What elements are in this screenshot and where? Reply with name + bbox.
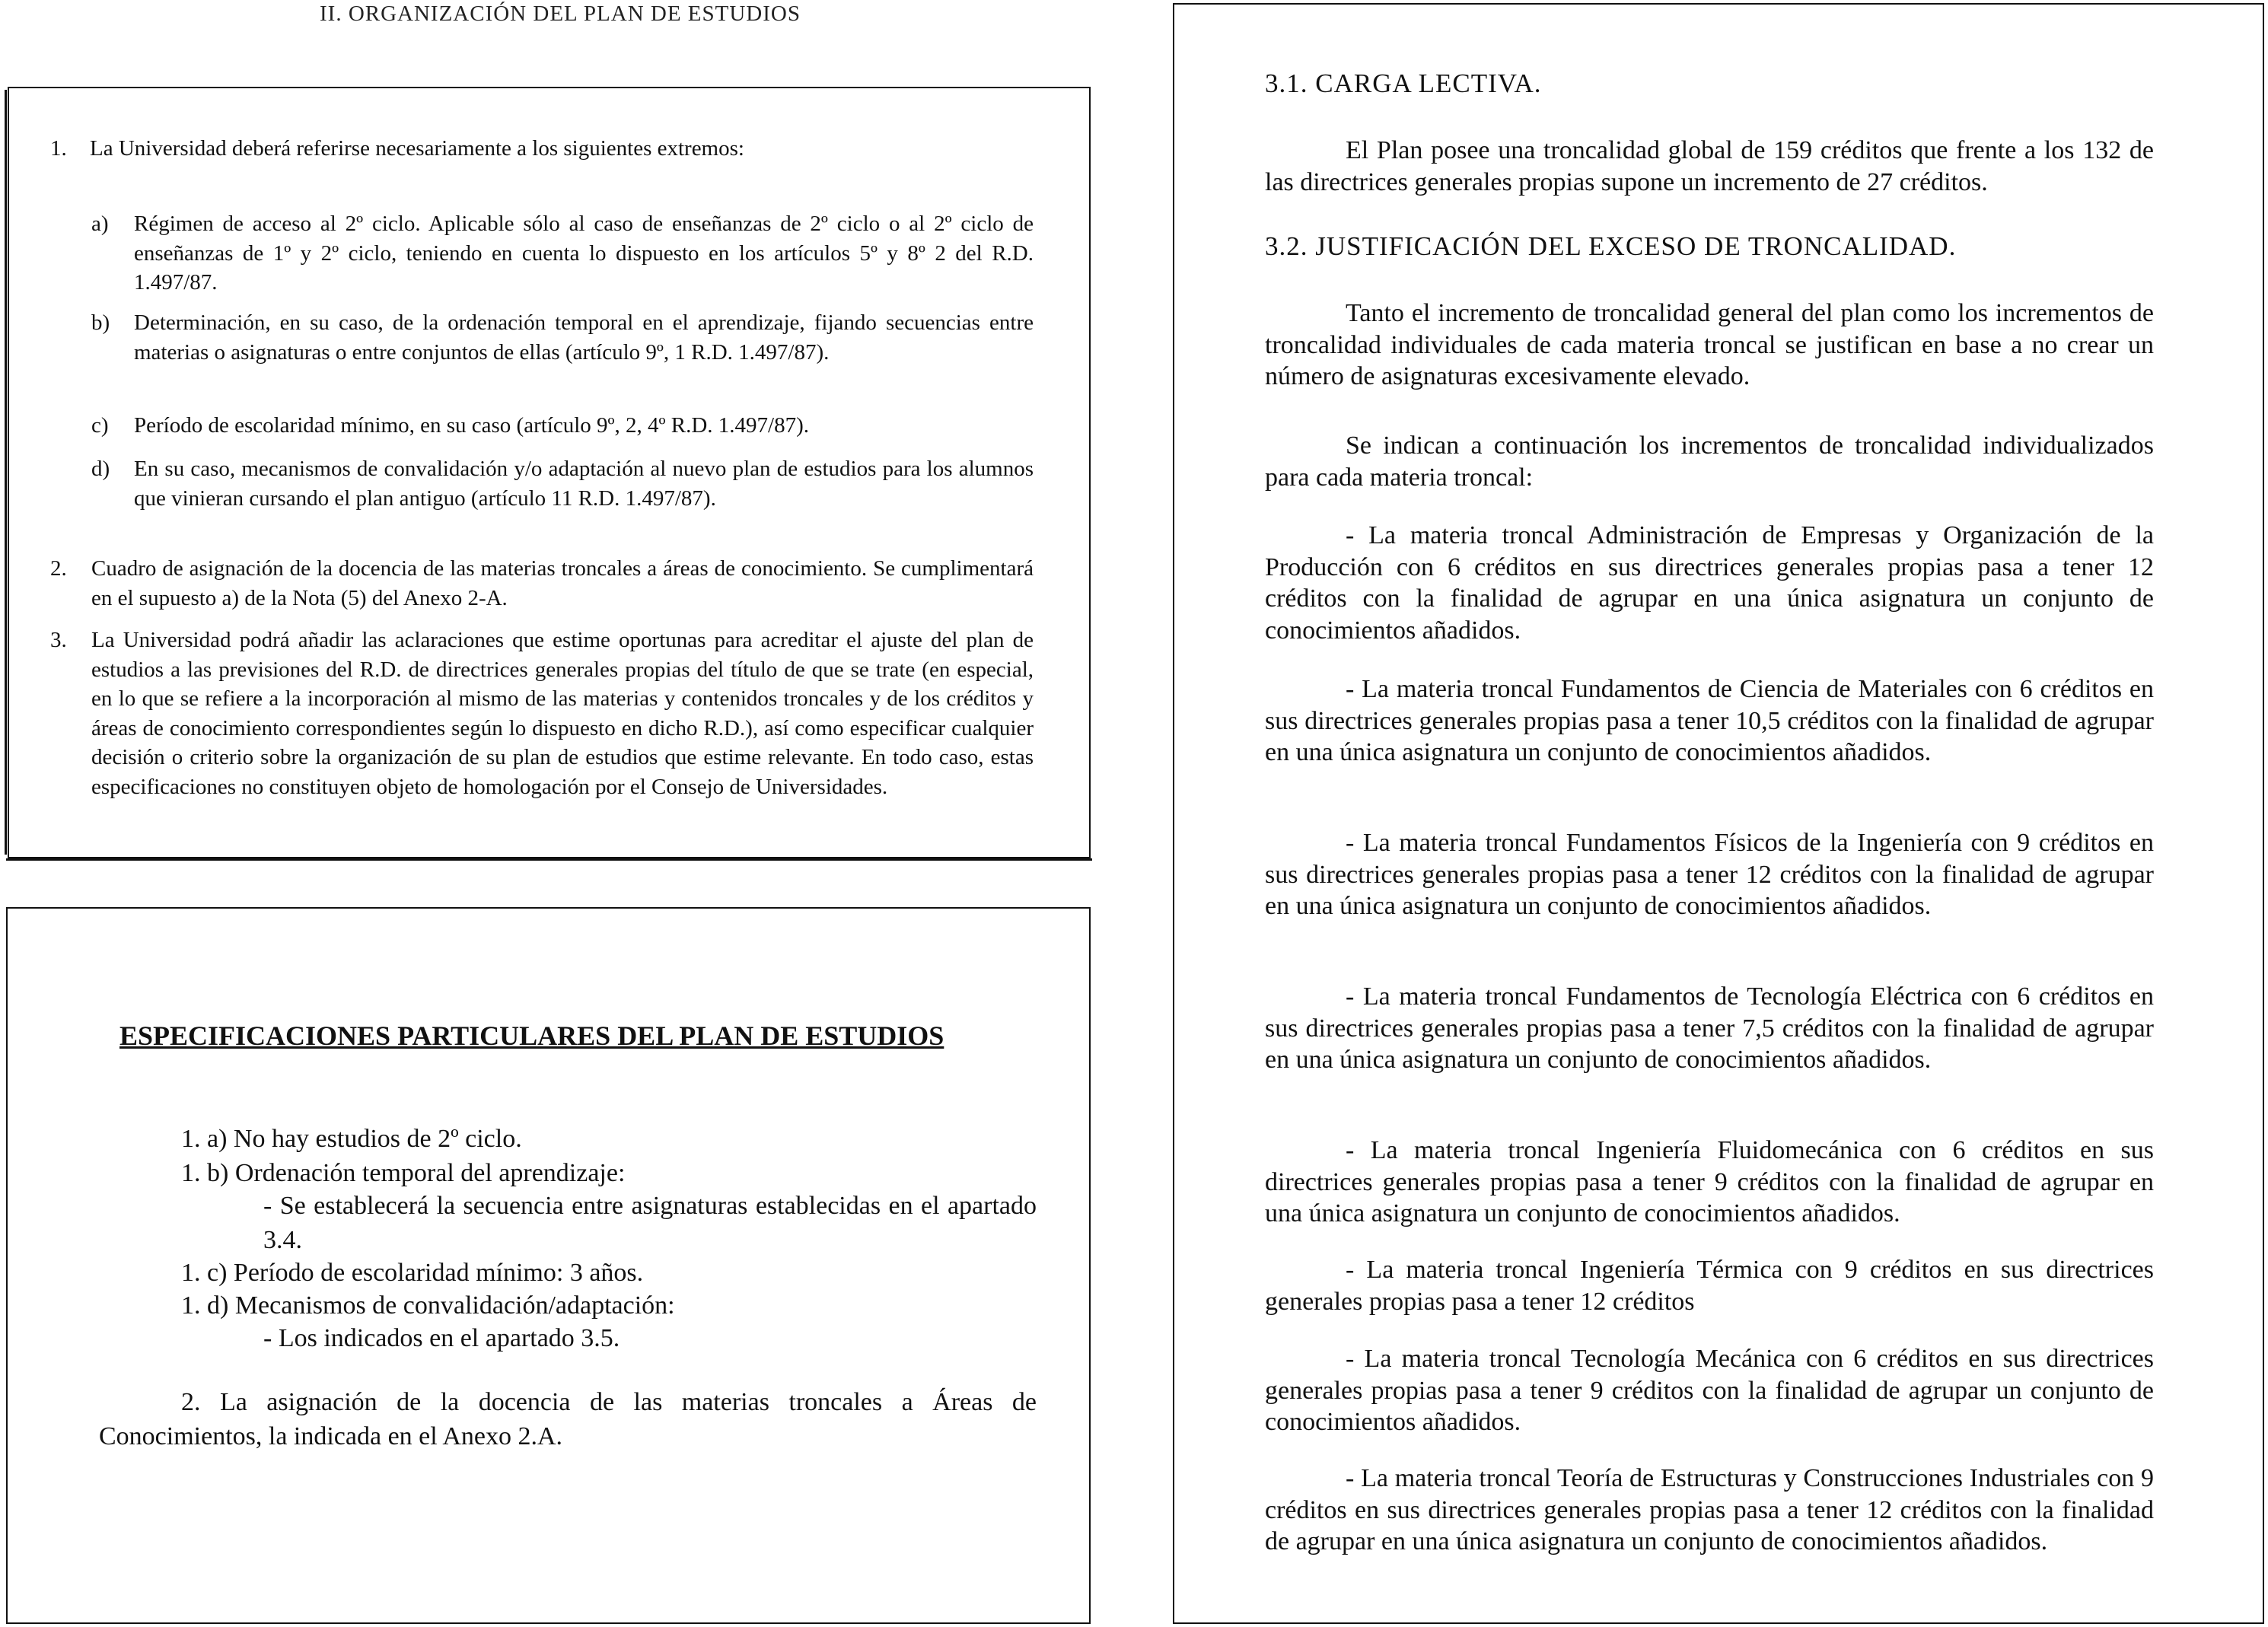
subitem-letter: d)	[91, 457, 110, 481]
spec-line-1d: 1. d) Mecanismos de convalidación/adaptación:	[181, 1291, 675, 1320]
instruction-item-1: La Universidad deberá referirse necesariamente a los siguientes extremos:	[90, 136, 744, 161]
subitem-b: Determinación, en su caso, de la ordenación temporal en el aprendizaje, fijando secuencias entre materias o asignaturas o entre conjuntos de ellas (artículo 9º, 1 R.D. 1.497/87).	[134, 310, 1034, 365]
item-number: 1.	[50, 136, 67, 161]
subitem-d: En su caso, mecanismos de convalidación y/o adaptación al nuevo plan de estudios para los alumnos que vinieran cursando el plan antiguo (artículo 11 R.D. 1.497/87).	[134, 457, 1034, 511]
subitem-letter: c)	[91, 413, 109, 438]
subitem-c: Período de escolaridad mínimo, en su caso (artículo 9º, 2, 4º R.D. 1.497/87).	[134, 413, 810, 438]
item-number: 2.	[50, 556, 67, 581]
spec-paragraph-2: 2. La asignación de la docencia de las materias troncales a Áreas de Conocimientos, la indicada en el Anexo 2.A.	[99, 1388, 1037, 1450]
carga-paragraph: El Plan posee una troncalidad global de 159 créditos que frente a los 132 de las directrices generales propias supone un incremento de 27 créditos.	[1265, 136, 2154, 196]
incrementos-intro-paragraph: Se indican a continuación los incrementos de troncalidad individualizados para cada materia troncal:	[1265, 431, 2154, 492]
justificacion-paragraph: Tanto el incremento de troncalidad general del plan como los incrementos de troncalidad individuales de cada materia troncal se justifican en base a no crear un número de asignaturas excesivamente elevado.	[1265, 299, 2154, 390]
materia-troncal-paragraph: - La materia troncal Ingeniería Térmica con 9 créditos en sus directrices generales propias pasa a tener 12 créditos	[1265, 1256, 2154, 1316]
especificaciones-heading: ESPECIFICACIONES PARTICULARES DEL PLAN DE ESTUDIOS	[119, 1020, 944, 1051]
materia-troncal-paragraph: - La materia troncal Ingeniería Fluidomecánica con 6 créditos en sus directrices generales propias pasa a tener 9 créditos con la finalidad de agrupar en una única asignatura un conjunto de conocimientos añadidos.	[1265, 1136, 2154, 1227]
subitem-a: Régimen de acceso al 2º ciclo. Aplicable sólo al caso de enseñanzas de 2º ciclo o al 2º ciclo de enseñanzas de 1º y 2º ciclo, teniendo en cuenta lo dispuesto en los artículos 5º y 8º 2 del R.D. 1.497/87.	[134, 212, 1034, 295]
materia-troncal-paragraph: - La materia troncal Teoría de Estructuras y Construcciones Industriales con 9 créditos en sus directrices generales propias pasa a tener 12 créditos con la finalidad de agrupar en una única asignatura un conjunto de conocimientos añadidos.	[1265, 1464, 2154, 1555]
section-heading-3-1: 3.1. CARGA LECTIVA.	[1265, 68, 1542, 98]
item-number: 3.	[50, 628, 67, 652]
materia-troncal-paragraph: - La materia troncal Tecnología Mecánica con 6 créditos en sus directrices generales propias pasa a tener 9 créditos con la finalidad de agrupar un conjunto de conocimientos añadidos.	[1265, 1345, 2154, 1436]
instruction-item-3: La Universidad podrá añadir las aclaraciones que estime oportunas para acreditar el ajuste del plan de estudios a las previsiones del R.D. de directrices generales propias del título de que se trate (en especial, en lo que se refiere a la incorporación al mismo de las materias y contenidos troncales y de los créditos y áreas de conocimiento correspondientes según lo dispuesto en dicho R.D.), así como especificar cualquier decisión o criterio sobre la organización de su plan de estudios que estime relevante. En todo caso, estas especificaciones no constituyen objeto de homologación por el Consejo de Universidades.	[91, 628, 1034, 799]
spec-line-1d-detail: - Los indicados en el apartado 3.5.	[263, 1324, 620, 1352]
box-shadow-edge	[5, 90, 7, 855]
materia-troncal-paragraph: - La materia troncal Fundamentos Físicos de la Ingeniería con 9 créditos en sus directrices generales propias pasa a tener 12 créditos con la finalidad de agrupar en una única asignatura un conjunto de conocimientos añadidos.	[1265, 829, 2154, 920]
materia-troncal-paragraph: - La materia troncal Fundamentos de Tecnología Eléctrica con 6 créditos en sus directrices generales propias pasa a tener 7,5 créditos con la finalidad de agrupar en una única asignatura un conjunto de conocimientos añadidos.	[1265, 982, 2154, 1074]
section-heading-3-2: 3.2. JUSTIFICACIÓN DEL EXCESO DE TRONCALIDAD.	[1265, 231, 1957, 261]
subitem-letter: b)	[91, 310, 110, 335]
page-header-title: II. ORGANIZACIÓN DEL PLAN DE ESTUDIOS	[320, 2, 801, 26]
instruction-item-2: Cuadro de asignación de la docencia de las materias troncales a áreas de conocimiento. Se cumplimentará en el supuesto a) de la Nota (5) del Anexo 2-A.	[91, 556, 1034, 610]
materia-troncal-paragraph: - La materia troncal Administración de Empresas y Organización de la Producción con 6 créditos en sus directrices generales propias pasa a tener 12 créditos con la finalidad de agrupar en una única asignatura un conjunto de conocimientos añadidos.	[1265, 521, 2154, 645]
box-shadow-bottom	[6, 858, 1092, 861]
spec-line-1b-detail: - Se establecerá la secuencia entre asignaturas establecidas en el apartado 3.4.	[263, 1192, 1037, 1254]
spec-line-1b: 1. b) Ordenación temporal del aprendizaje:	[181, 1159, 626, 1187]
subitem-letter: a)	[91, 212, 109, 236]
spec-line-1a: 1. a) No hay estudios de 2º ciclo.	[181, 1125, 522, 1153]
materia-troncal-paragraph: - La materia troncal Fundamentos de Ciencia de Materiales con 6 créditos en sus directrices generales propias pasa a tener 10,5 créditos con la finalidad de agrupar en una única asignatura un conjunto de conocimientos añadidos.	[1265, 675, 2154, 766]
spec-line-1c: 1. c) Período de escolaridad mínimo: 3 años.	[181, 1259, 644, 1287]
